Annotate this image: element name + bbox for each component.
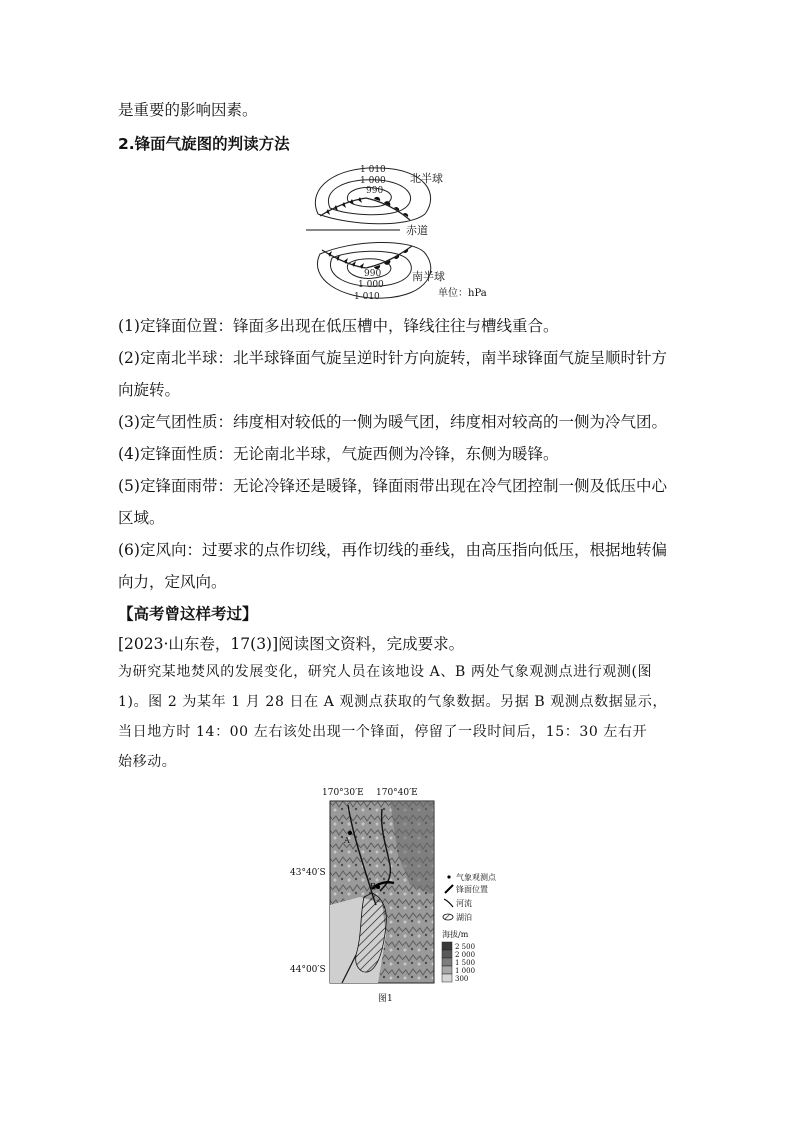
- lon-label-2: 170°40′E: [376, 788, 418, 798]
- elevation-level-3: 1 500: [455, 959, 476, 967]
- intro-tail: 是重要的影响因素。: [118, 101, 258, 119]
- south-hemisphere-label: 南半球: [412, 270, 445, 283]
- legend-river-label: 河流: [456, 899, 472, 908]
- south-isobar-label-2: 1 000: [358, 280, 384, 290]
- elevation-swatch-4: [442, 966, 452, 974]
- lon-label-1: 170°30′E: [322, 788, 364, 798]
- step-line-4: (3)定气团性质：纬度相对较低的一侧为暖气团，纬度相对较高的一侧为冷气团。: [118, 413, 667, 431]
- step-line-8: (6)定风向：过要求的点作切线，再作切线的垂线，由高压指向低压，根据地转偏: [118, 541, 667, 559]
- north-hemisphere-label: 北半球: [410, 172, 443, 185]
- map-legend: [442, 872, 497, 983]
- elevation-level-2: 2 000: [455, 951, 476, 959]
- north-isobar-label-1: 1 010: [360, 165, 386, 175]
- elevation-title: 海拔/m: [442, 930, 469, 939]
- lat-label-2: 44°00′S: [290, 965, 326, 975]
- lat-label-1: 43°40′S: [290, 868, 326, 878]
- south-isobar-label-1: 990: [364, 269, 382, 279]
- legend-point-label: 气象观测点: [456, 873, 496, 882]
- unit-label: 单位：hPa: [438, 288, 487, 299]
- frontal-cyclone-figure: [300, 158, 510, 303]
- figure-1-caption: 图1: [378, 994, 393, 1004]
- legend-lake-label: 湖泊: [456, 913, 472, 922]
- step-line-1: (1)定锋面位置：锋面多出现在低压槽中，锋线往往与槽线重合。: [118, 317, 559, 335]
- legend-lake-icon: [443, 914, 453, 920]
- exam-paragraph-line-2: 1)。图 2 为某年 1 月 28 日在 A 观测点获取的气象数据。另据 B 观测点数据显示，: [118, 694, 668, 710]
- legend-point-icon: [447, 875, 450, 878]
- observation-point-b: [376, 885, 380, 889]
- legend-front-icon: [445, 885, 453, 893]
- legend-front-label: 锋面位置: [456, 885, 488, 894]
- observation-point-a: [348, 831, 352, 835]
- equator-label: 赤道: [406, 224, 428, 237]
- figure-1-map: [290, 785, 540, 1007]
- elevation-swatch-1: [442, 942, 452, 950]
- exam-paragraph-line-1: 为研究某地焚风的发展变化，研究人员在该地设 A、B 两处气象观测点进行观测(图: [118, 664, 653, 680]
- elevation-level-4: 1 000: [455, 967, 476, 975]
- exam-heading: 【高考曾这样考过】: [118, 605, 258, 623]
- north-isobar-label-3: 990: [366, 186, 384, 196]
- step-line-6: (5)定锋面雨带：无论冷锋还是暖锋，锋面雨带出现在冷气团控制一侧及低压中心: [118, 477, 667, 495]
- point-a-label: A: [344, 836, 350, 845]
- elevation-swatch-5: [442, 974, 452, 982]
- exam-paragraph-line-4: 始移动。: [118, 754, 177, 770]
- step-line-2: (2)定南北半球：北半球锋面气旋呈逆时针方向旋转，南半球锋面气旋呈顺时针方: [118, 349, 667, 367]
- step-line-7: 区域。: [118, 509, 165, 527]
- step-line-5: (4)定锋面性质：无论南北半球，气旋西侧为冷锋，东侧为暖锋。: [118, 445, 559, 463]
- elevation-level-1: 2 500: [455, 943, 476, 951]
- north-isobar-label-2: 1 000: [360, 176, 386, 186]
- exam-paragraph-line-3: 当日地方时 14：00 左右该处出现一个锋面，停留了一段时间后，15：30 左右开: [118, 724, 648, 740]
- step-line-3: 向旋转。: [118, 381, 181, 399]
- legend-river-icon: [444, 899, 453, 907]
- exam-source: [2023·山东卷，17(3)]阅读图文资料，完成要求。: [118, 635, 465, 653]
- elevation-swatch-3: [442, 958, 452, 966]
- elevation-level-5: 300: [455, 975, 469, 983]
- elevation-swatch-2: [442, 950, 452, 958]
- section-heading: 2.锋面气旋图的判读方法: [118, 135, 290, 153]
- point-b-label: B: [370, 882, 376, 891]
- step-line-9: 向力，定风向。: [118, 573, 227, 591]
- south-isobar-label-3: 1 010: [354, 292, 380, 302]
